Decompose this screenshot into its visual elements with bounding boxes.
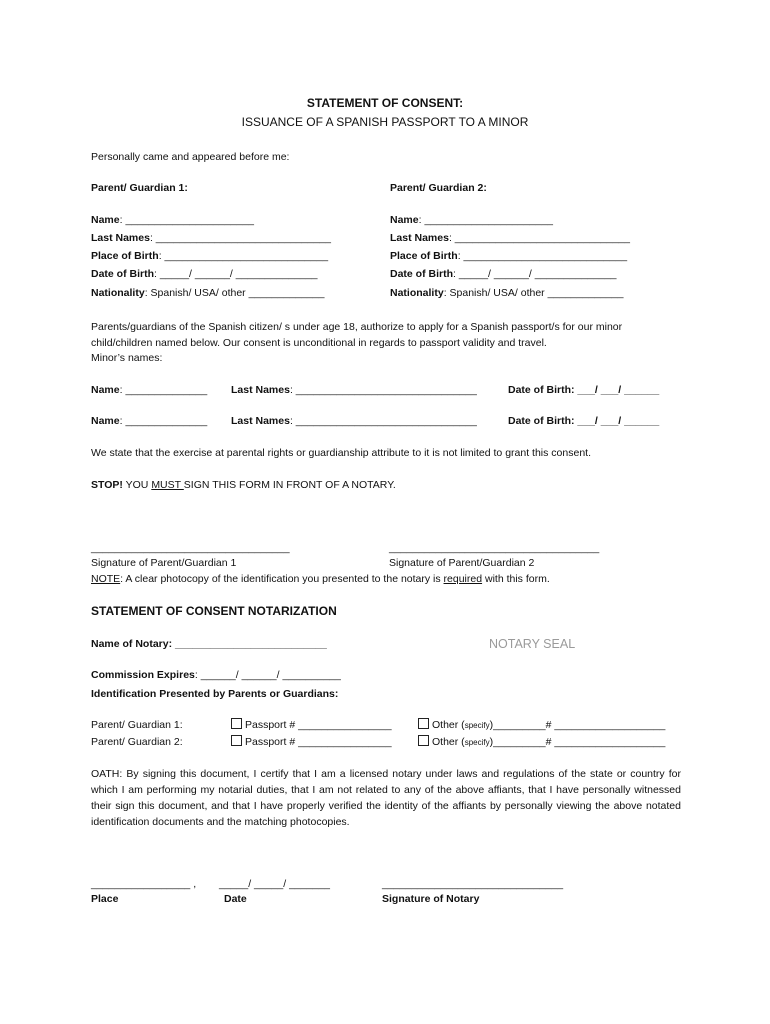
passport-checkbox-guardian2[interactable]: [231, 735, 242, 746]
place-label: Place: [91, 893, 119, 905]
id-row-guardian2-label: Parent/ Guardian 2:: [91, 736, 183, 748]
notary-name-blank: __________________________: [175, 638, 327, 650]
guardian1-pob-label: Place of Birth: [91, 250, 159, 262]
commission-blank: : ______/ ______/ __________: [194, 669, 341, 681]
minor2-dob-field[interactable]: Date of Birth: ___/ ___/ ______: [508, 415, 660, 427]
other-checkbox-guardian2[interactable]: [418, 735, 429, 746]
minor1-last-blank: : _______________________________: [289, 384, 477, 396]
minor2-last-label: Last Names: [231, 415, 290, 427]
guardian1-last-label: Last Names: [91, 232, 150, 244]
must-word: MUST: [151, 479, 184, 491]
specify-text-guardian2: specify: [464, 738, 490, 747]
guardian1-name-field[interactable]: [91, 213, 254, 227]
guardian2-last-field[interactable]: [390, 231, 630, 245]
minor1-last-label: Last Names: [231, 384, 290, 396]
guardian2-dob-label: Date of Birth: [390, 268, 453, 280]
document-title: STATEMENT OF CONSENT:: [306, 96, 464, 110]
guardian2-dob-blank: : _____/ ______/ ______________: [453, 268, 617, 280]
stop-warning: [91, 478, 396, 492]
other-blank-guardian1: )_________# ___________________: [489, 719, 666, 731]
place-line[interactable]: _________________ ,: [91, 878, 197, 890]
guardian1-pob-blank: : ____________________________: [158, 250, 329, 262]
guardian2-name-label: Name: [390, 214, 419, 226]
identification-heading: Identification Presented by Parents or Guardians:: [91, 688, 339, 700]
notarization-heading: STATEMENT OF CONSENT NOTARIZATION: [91, 604, 337, 618]
guardianship-statement: We state that the exercise at parental rights or guardianship attribute to it is not limited to grant this consent.: [91, 447, 591, 459]
guardian1-nationality-field[interactable]: [91, 286, 325, 300]
notary-seal-area: NOTARY SEAL: [489, 637, 576, 651]
minor2-name-label: Name: [91, 415, 120, 427]
guardian2-last-label: Last Names: [390, 232, 449, 244]
other-checkbox-guardian1[interactable]: [418, 718, 429, 729]
guardian2-nationality-field[interactable]: [390, 286, 624, 300]
note-pre: : A clear photocopy of the identification you presented to the notary is: [120, 573, 444, 585]
guardian2-nat-label: Nationality: [390, 287, 444, 299]
date-label: Date: [224, 893, 247, 905]
other-blank-guardian2: )_________# ___________________: [489, 736, 666, 748]
document-subtitle: ISSUANCE OF A SPANISH PASSPORT TO A MINOR: [241, 115, 529, 129]
signature-line-guardian2[interactable]: ____________________________________: [389, 542, 600, 554]
notary-name-label: Name of Notary:: [91, 638, 176, 650]
minor1-name-field[interactable]: [91, 383, 207, 397]
minor2-name-field[interactable]: [91, 414, 207, 428]
other-option-guardian1[interactable]: [418, 718, 665, 733]
guardian1-last-field[interactable]: [91, 231, 331, 245]
guardian2-pob-label: Place of Birth: [390, 250, 458, 262]
photocopy-note: [91, 572, 550, 586]
guardian1-dob-field[interactable]: [91, 267, 318, 281]
id-row-guardian1-label: Parent/ Guardian 1:: [91, 719, 183, 731]
passport-text-guardian2: Passport # ________________: [245, 736, 392, 748]
guardian1-pob-field[interactable]: [91, 249, 328, 263]
guardian1-heading: Parent/ Guardian 1:: [91, 182, 188, 194]
guardian2-name-field[interactable]: [390, 213, 553, 227]
minor2-name-blank: : ______________: [119, 415, 208, 427]
minor1-name-blank: : ______________: [119, 384, 208, 396]
note-post: with this form.: [482, 573, 550, 585]
stop-word: STOP!: [91, 479, 123, 491]
guardian2-heading: Parent/ Guardian 2:: [390, 182, 487, 194]
commission-label: Commission Expires: [91, 669, 195, 681]
intro-text: Personally came and appeared before me:: [91, 151, 290, 163]
minor2-last-blank: : _______________________________: [289, 415, 477, 427]
other-text-guardian2: Other (: [432, 736, 465, 748]
guardian1-dob-blank: : _____/ ______/ ______________: [154, 268, 318, 280]
authorization-paragraph: Parents/guardians of the Spanish citizen/ s under age 18, authorize to apply for a Spanish passport/s for our minor child/children named below. Our consent is unconditional in regards to passport validity and travel.: [91, 321, 623, 349]
passport-text-guardian1: Passport # ________________: [245, 719, 392, 731]
minor1-last-field[interactable]: [231, 383, 477, 397]
guardian1-name-label: Name: [91, 214, 120, 226]
guardian1-last-blank: : ______________________________: [149, 232, 331, 244]
passport-option-guardian1[interactable]: [231, 718, 392, 732]
date-line[interactable]: _____/ _____/ _______: [219, 878, 330, 890]
minor1-dob-field[interactable]: Date of Birth: ___/ ___/ ______: [508, 384, 660, 396]
other-option-guardian2[interactable]: [418, 735, 665, 750]
signature-label-guardian2: Signature of Parent/Guardian 2: [389, 557, 535, 569]
specify-text-guardian1: specify: [464, 721, 490, 730]
oath-paragraph: OATH: By signing this document, I certify that I am a licensed notary under laws and regulations of the state or country for which I am performing my notarial duties, that I am not related to any of the above affiants, that I have personally witnessed their sign this document, and that I have properly verified the identity of the affiants by personally viewing the above notated identification documents and the matching photocopies.: [91, 768, 681, 828]
notary-signature-label: Signature of Notary: [382, 893, 480, 905]
note-label: NOTE: [91, 573, 121, 585]
guardian2-pob-field[interactable]: [390, 249, 627, 263]
guardian2-dob-field[interactable]: [390, 267, 617, 281]
guardian2-name-blank: : ______________________: [418, 214, 553, 226]
stop-pre: YOU: [122, 479, 152, 491]
signature-line-guardian1[interactable]: __________________________________: [91, 542, 290, 554]
guardian2-last-blank: : ______________________________: [448, 232, 630, 244]
guardian2-pob-blank: : ____________________________: [457, 250, 628, 262]
commission-expires-field[interactable]: [91, 668, 341, 682]
notary-name-field[interactable]: [91, 637, 327, 651]
other-text-guardian1: Other (: [432, 719, 465, 731]
passport-option-guardian2[interactable]: [231, 735, 392, 749]
signature-label-guardian1: Signature of Parent/Guardian 1: [91, 557, 237, 569]
note-required: required: [443, 573, 483, 585]
minor1-name-label: Name: [91, 384, 120, 396]
guardian1-dob-label: Date of Birth: [91, 268, 154, 280]
notary-signature-line[interactable]: _______________________________: [382, 878, 564, 890]
passport-checkbox-guardian1[interactable]: [231, 718, 242, 729]
minors-label: Minor’s names:: [91, 352, 163, 364]
guardian1-nat-label: Nationality: [91, 287, 145, 299]
guardian1-name-blank: : ______________________: [119, 214, 254, 226]
guardian2-nat-blank: : Spanish/ USA/ other _____________: [443, 287, 624, 299]
minor2-last-field[interactable]: [231, 414, 477, 428]
guardian1-nat-blank: : Spanish/ USA/ other _____________: [144, 287, 325, 299]
stop-post: SIGN THIS FORM IN FRONT OF A NOTARY.: [183, 479, 396, 491]
